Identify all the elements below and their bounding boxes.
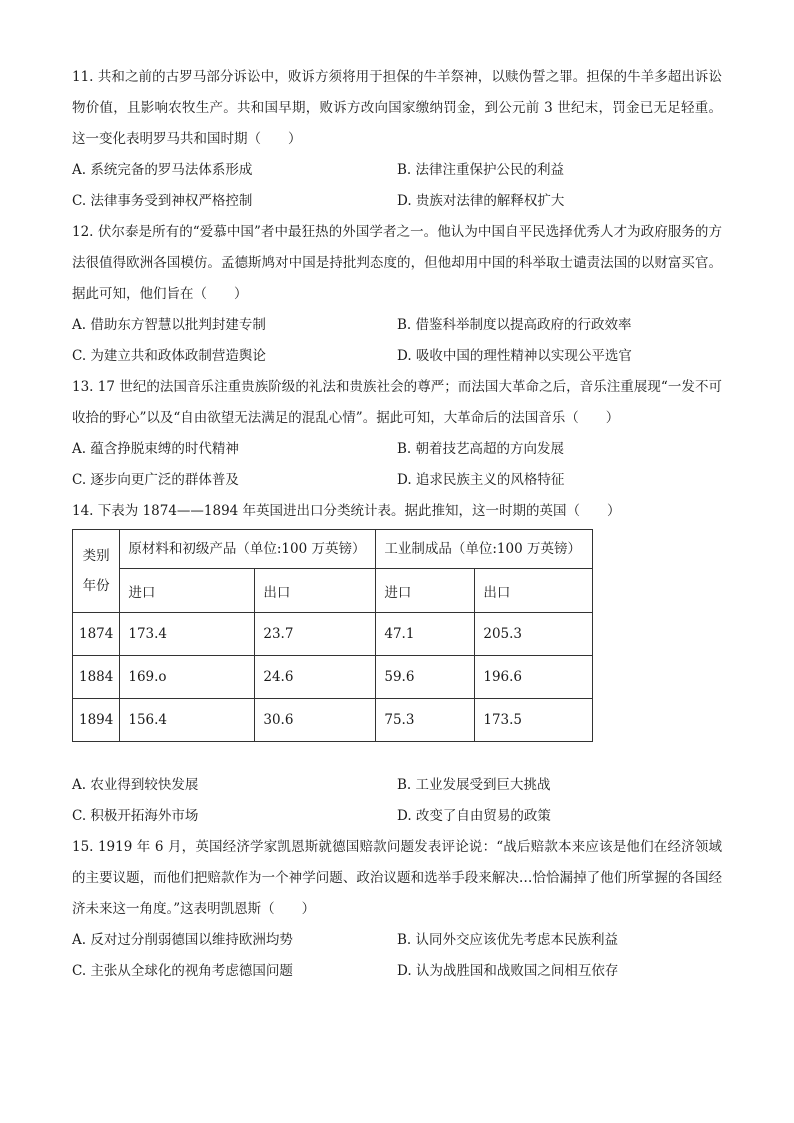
year-cell: 1894 [73, 699, 120, 742]
sub-header-export: 出口 [255, 569, 376, 613]
raw-materials-header: 原材料和初级产品（单位:100 万英镑） [120, 530, 376, 569]
manufactured-goods-header: 工业制成品（单位:100 万英镑） [376, 530, 593, 569]
table-row [73, 613, 593, 656]
question-13-stem: 13. 17 世纪的法国音乐注重贵族阶级的礼法和贵族社会的尊严；而法国大革命之后，音乐注重展现“一发不可收拾的野心”以及“自由欲望无法满足的混乱心情”。据此可知，大革命后的法国音乐（ ） [72, 379, 722, 426]
table-cell: 156.4 [120, 699, 255, 742]
question-11-stem: 11. 共和之前的古罗马部分诉讼中，败诉方须将用于担保的牛羊祭神，以赎伪誓之罪。担保的牛羊多超出诉讼物价值，且影响农牧生产。共和国早期，败诉方改向国家缴纳罚金，到公元前 3 世纪末，罚金已无足轻重。这一变化表明罗马共和国时期（ ） [72, 69, 722, 147]
q15-option-c[interactable]: C. 主张从全球化的视角考虑德国问题 [72, 963, 293, 979]
question-11-options [72, 155, 722, 217]
table-cell: 173.5 [475, 699, 593, 742]
table-corner-header: 类别年份 [73, 530, 120, 613]
table-cell: 169.o [120, 656, 255, 699]
q15-option-a[interactable]: A. 反对过分削弱德国以维持欧洲均势 [72, 932, 293, 948]
q13-option-b[interactable]: B. 朝着技艺高超的方向发展 [397, 441, 565, 457]
q11-option-a[interactable]: A. 系统完备的罗马法体系形成 [72, 162, 253, 178]
q14-option-a[interactable]: A. 农业得到较快发展 [72, 777, 199, 793]
table-row [73, 656, 593, 699]
trade-statistics-table [72, 529, 593, 742]
q11-option-d[interactable]: D. 贵族对法律的解释权扩大 [397, 193, 565, 209]
q14-option-b[interactable]: B. 工业发展受到巨大挑战 [397, 777, 551, 793]
question-12-stem: 12. 伏尔泰是所有的“爱慕中国”者中最狂热的外国学者之一。他认为中国自平民选择优秀人才为政府服务的方法很值得欧洲各国模仿。孟德斯鸠对中国是持批判态度的，但他却用中国的科举取士谴责法国的以财富买官。据此可知，他们旨在（ ） [72, 224, 722, 302]
table-cell: 196.6 [475, 656, 593, 699]
q14-option-d[interactable]: D. 改变了自由贸易的政策 [397, 808, 551, 824]
exam-page [72, 62, 722, 987]
question-14-stem: 14. 下表为 1874——1894 年英国进出口分类统计表。据此推知，这一时期的英国（ ） [72, 503, 621, 519]
question-13-options [72, 434, 722, 496]
table-cell: 47.1 [376, 613, 475, 656]
question-15-options [72, 925, 722, 987]
q12-option-a[interactable]: A. 借助东方智慧以批判封建专制 [72, 317, 266, 333]
q11-option-b[interactable]: B. 法律注重保护公民的利益 [397, 162, 565, 178]
table-cell: 59.6 [376, 656, 475, 699]
table-cell: 24.6 [255, 656, 376, 699]
q13-option-d[interactable]: D. 追求民族主义的风格特征 [397, 472, 565, 488]
table-cell: 23.7 [255, 613, 376, 656]
q12-option-b[interactable]: B. 借鉴科举制度以提高政府的行政效率 [397, 317, 632, 333]
table-cell: 75.3 [376, 699, 475, 742]
q12-option-c[interactable]: C. 为建立共和政体政制营造舆论 [72, 348, 266, 364]
question-15-stem: 15. 1919 年 6 月，英国经济学家凯恩斯就德国赔款问题发表评论说：“战后赔款本来应该是他们在经济领域的主要议题，而他们把赔款作为一个神学问题、政治议题和选举手段来解决…恰恰漏掉了他们所掌握的各国经济未来这一角度。”这表明凯恩斯（ ） [72, 839, 722, 917]
q11-option-c[interactable]: C. 法律事务受到神权严格控制 [72, 193, 253, 209]
q15-option-b[interactable]: B. 认同外交应该优先考虑本民族利益 [397, 932, 619, 948]
table-cell: 205.3 [475, 613, 593, 656]
q15-option-d[interactable]: D. 认为战胜国和战败国之间相互依存 [397, 963, 619, 979]
question-12-options [72, 310, 722, 372]
sub-header-export: 出口 [475, 569, 593, 613]
year-cell: 1874 [73, 613, 120, 656]
year-cell: 1884 [73, 656, 120, 699]
q14-option-c[interactable]: C. 积极开拓海外市场 [72, 808, 199, 824]
sub-header-import: 进口 [120, 569, 255, 613]
sub-header-import: 进口 [376, 569, 475, 613]
table-cell: 30.6 [255, 699, 376, 742]
q13-option-c[interactable]: C. 逐步向更广泛的群体普及 [72, 472, 239, 488]
q13-option-a[interactable]: A. 蕴含挣脱束缚的时代精神 [72, 441, 239, 457]
table-row [73, 699, 593, 742]
table-cell: 173.4 [120, 613, 255, 656]
question-14-options [72, 770, 722, 832]
q12-option-d[interactable]: D. 吸收中国的理性精神以实现公平选官 [397, 348, 632, 364]
